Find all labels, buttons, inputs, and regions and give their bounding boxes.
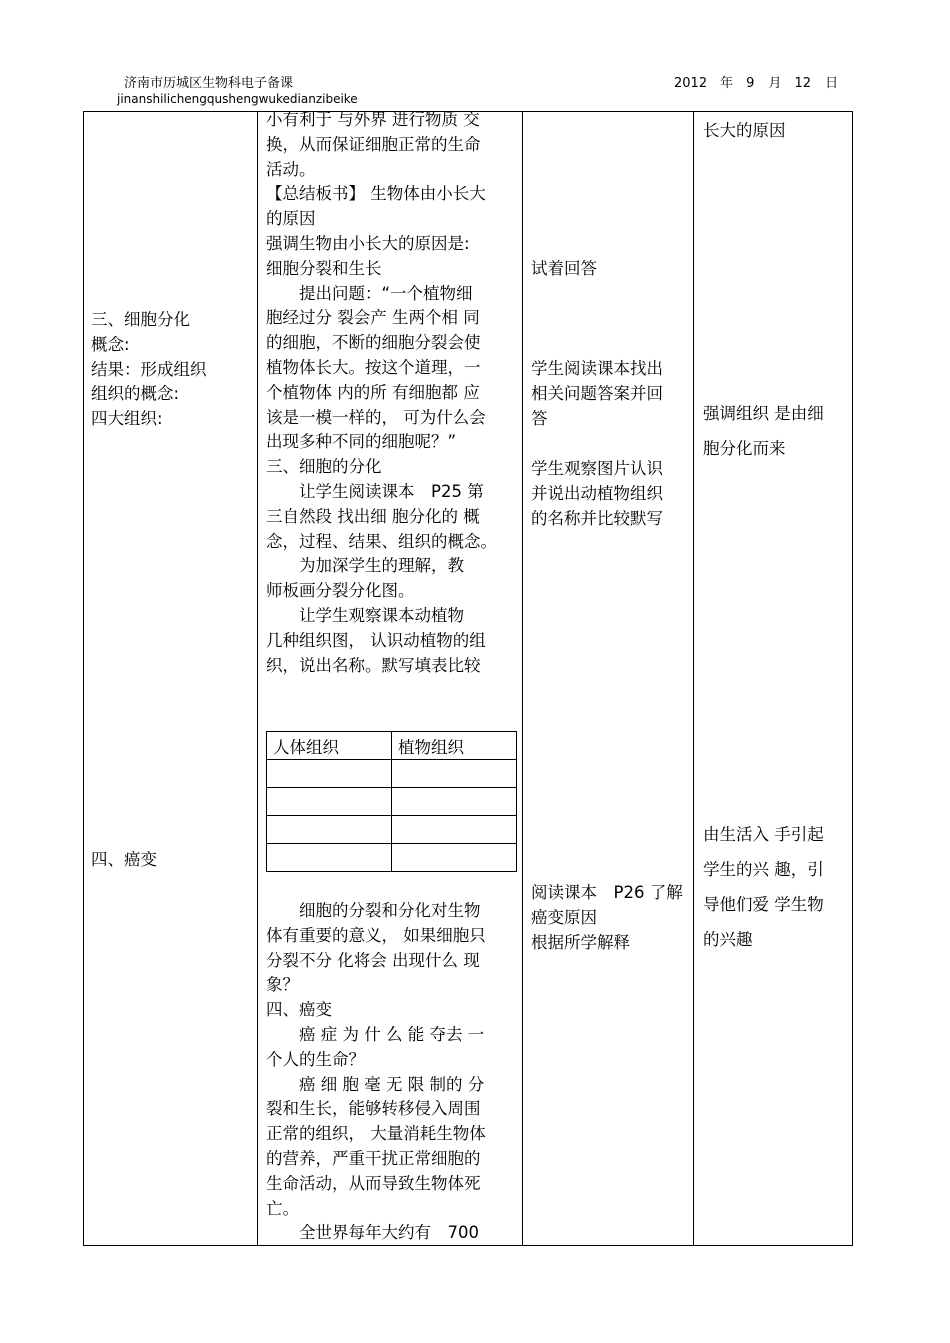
table-row	[267, 760, 517, 788]
teacher-line: 师板画分裂分化图。	[266, 581, 415, 601]
blank-cell[interactable]	[392, 760, 517, 788]
teacher-activity-part1	[266, 108, 497, 678]
table-divider-2	[522, 111, 523, 1246]
blank-cell[interactable]	[267, 760, 392, 788]
header-pinyin: jinanshilichengqushengwukedianzibeike	[117, 92, 358, 106]
student-read	[531, 357, 663, 431]
table-row	[267, 816, 517, 844]
teacher-line: 强调生物由小长大的原因是:	[266, 233, 470, 253]
table-header-plant-tissue: 植物组织	[392, 732, 517, 760]
outline-line: 四大组织:	[91, 409, 163, 429]
blank-cell[interactable]	[267, 816, 392, 844]
teacher-line: 几种组织图， 认识动植物的组	[266, 630, 486, 650]
student-cancer	[531, 881, 683, 955]
table-row	[267, 732, 517, 760]
teacher-line: 体有重要的意义， 如果细胞只	[266, 925, 486, 945]
design-intent-bottom	[703, 817, 824, 957]
table-row	[267, 844, 517, 872]
teacher-line: 个人的生命？	[266, 1049, 365, 1069]
teacher-line: 出现多种不同的细胞呢？”	[266, 432, 457, 452]
student-line: 并说出动植物组织	[531, 483, 663, 503]
teacher-line: 癌 细 胞 毫 无 限 制的 分	[266, 1074, 485, 1094]
teacher-line: 胞经过分 裂会产 生两个相 同	[266, 308, 480, 328]
teacher-line: 细胞的分裂和分化对生物	[266, 901, 481, 920]
teacher-line: 三、细胞的分化	[266, 457, 382, 477]
blank-cell[interactable]	[392, 816, 517, 844]
outline-line: 概念:	[91, 334, 130, 354]
intent-line: 的兴趣	[703, 930, 753, 949]
student-line: 学生观察图片认识	[531, 459, 663, 478]
teacher-line: 四、癌变	[266, 1000, 332, 1020]
intent-line: 导他们爱 学生物	[703, 895, 824, 914]
header-title: 济南市历城区生物科电子备课	[124, 76, 294, 91]
teacher-line: 细胞分裂和生长	[266, 258, 382, 278]
intent-line: 胞分化而来	[703, 439, 786, 458]
student-line: 相关问题答案并回	[531, 383, 663, 403]
header-date: 2012 年 9 月 12 日	[674, 76, 839, 91]
design-intent-mid	[703, 396, 824, 466]
table-header-human-tissue: 人体组织	[267, 732, 392, 760]
teacher-line: 亡。	[266, 1198, 299, 1218]
blank-cell[interactable]	[392, 788, 517, 816]
table-divider-1	[257, 111, 258, 1246]
teacher-activity-part2	[266, 899, 486, 1246]
teacher-line: 植物体长大。按这个道理，一	[266, 357, 481, 377]
outline-line: 结果：形成组织	[91, 359, 207, 379]
teacher-line: 换，从而保证细胞正常的生命	[266, 134, 481, 154]
teacher-line: 该是一模一样的， 可为什么会	[266, 407, 486, 427]
teacher-line: 让学生阅读课本 P25 第	[266, 481, 484, 501]
intent-line: 由生活入 手引起	[703, 825, 824, 844]
table-row	[267, 788, 517, 816]
intent-line: 长大的原因	[703, 121, 786, 140]
teacher-line: 为加深学生的理解，教	[266, 556, 464, 576]
outline-line: 四、癌变	[91, 850, 157, 869]
intent-line: 学生的兴 趣，引	[703, 860, 824, 879]
teacher-line: 小有利于 与外界 进行物质 交	[266, 110, 480, 129]
student-line: 学生阅读课本找出	[531, 359, 663, 378]
teacher-line: 生命活动，从而导致生物体死	[266, 1173, 481, 1193]
table-border-right	[852, 111, 853, 1246]
teacher-line: 的细胞，不断的细胞分裂会使	[266, 333, 481, 353]
teacher-line: 全世界每年大约有 700	[266, 1223, 479, 1243]
teacher-line: 癌 症 为 什 么 能 夺去 一	[266, 1024, 485, 1044]
outline-line: 组织的概念:	[91, 384, 180, 404]
student-line: 癌变原因	[531, 907, 597, 927]
teacher-line: 分裂不分 化将会 出现什么 现	[266, 950, 480, 970]
tissue-comparison-table	[266, 731, 517, 872]
teacher-line: 正常的组织， 大量消耗生物体	[266, 1124, 486, 1144]
teacher-line: 的原因	[266, 209, 316, 229]
teacher-line: 象？	[266, 975, 299, 995]
blank-cell[interactable]	[392, 844, 517, 872]
student-line: 的名称并比较默写	[531, 508, 663, 528]
student-line: 根据所学解释	[531, 932, 630, 952]
blank-cell[interactable]	[267, 788, 392, 816]
design-intent-top	[703, 119, 786, 144]
student-answer	[531, 257, 597, 282]
teacher-line: 提出问题：“一个植物细	[266, 283, 473, 303]
blank-cell[interactable]	[267, 844, 392, 872]
teacher-line: 念，过程、结果、组织的概念。	[266, 531, 497, 551]
student-line: 试着回答	[531, 259, 597, 278]
outline-column-section4	[91, 848, 157, 873]
table-border-left	[83, 111, 84, 1246]
intent-line: 强调组织 是由细	[703, 404, 824, 423]
table-divider-3	[693, 111, 694, 1246]
teacher-line: 裂和生长，能够转移侵入周围	[266, 1099, 481, 1119]
teacher-line: 三自然段 找出细 胞分化的 概	[266, 506, 480, 526]
outline-line: 三、细胞分化	[91, 310, 190, 329]
teacher-line: 的营养，严重干扰正常细胞的	[266, 1148, 481, 1168]
teacher-line: 织，说出名称。默写填表比较	[266, 655, 481, 675]
student-observe	[531, 457, 663, 531]
teacher-line: 个植物体 内的所 有细胞都 应	[266, 382, 480, 402]
teacher-line: 【总结板书】 生物体由小长大	[266, 184, 486, 204]
teacher-line: 让学生观察课本动植物	[266, 605, 464, 625]
teacher-line: 活动。	[266, 159, 316, 179]
student-line: 答	[531, 408, 548, 428]
student-line: 阅读课本 P26 了解	[531, 883, 683, 902]
outline-column-section3	[91, 308, 207, 432]
